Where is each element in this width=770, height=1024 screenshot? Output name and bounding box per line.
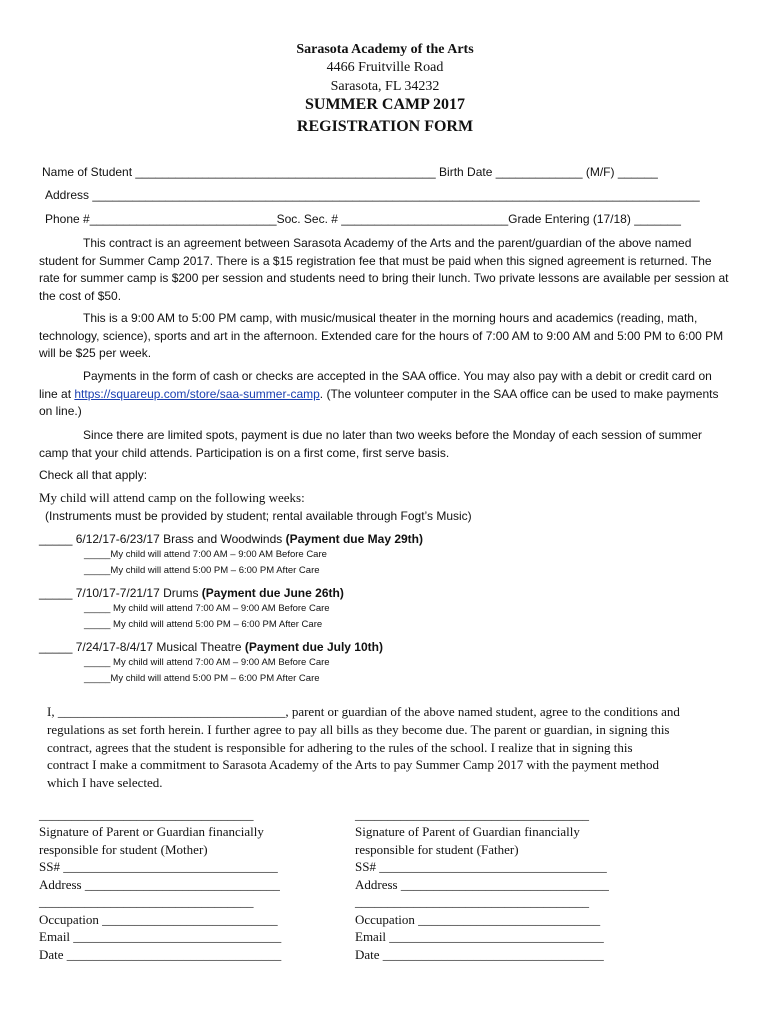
agreement-line-5: which I have selected. <box>47 775 163 790</box>
address-row[interactable]: Address ___________________________________________________________________________________________ <box>45 188 700 202</box>
father-signature-label: Signature of Parent of Guardian financially <box>355 824 580 839</box>
school-name: Sarasota Academy of the Arts <box>296 42 474 57</box>
student-name-row[interactable]: Name of Student _____________________________________________ Birth Date _____________ (M/F) ______ <box>42 165 658 179</box>
mother-date-field[interactable]: Date _________________________________ <box>39 947 282 962</box>
father-address-field[interactable]: Address ________________________________ <box>355 877 609 892</box>
schedule-paragraph: This is a 9:00 AM to 5:00 PM camp, with music/musical theater in the morning hours and academics (reading, math, technology, science), sports and art in the afternoon. Extended care for the hours of 7:00 AM to 9:00 AM and 5:00 PM to 6:00 PM will be $25 per week. <box>39 311 724 361</box>
mother-address-line-2[interactable]: _________________________________ <box>39 894 254 909</box>
session-3-before-care[interactable]: _____ My child will attend 7:00 AM – 9:00 AM Before Care <box>84 657 330 668</box>
mother-address-field[interactable]: Address ______________________________ <box>39 877 280 892</box>
session-1-before-care[interactable]: _____My child will attend 7:00 AM – 9:00 AM Before Care <box>84 549 327 560</box>
check-heading: Check all that apply: <box>39 468 148 482</box>
father-signature-label-2: responsible for student (Father) <box>355 842 519 857</box>
mother-signature-line[interactable]: _________________________________ <box>39 807 254 822</box>
instruments-note: (Instruments must be provided by student; rental available through Fogt’s Music) <box>45 509 472 523</box>
father-occupation-field[interactable]: Occupation ____________________________ <box>355 912 601 927</box>
session-3[interactable]: _____ 7/24/17-8/4/17 Musical Theatre (Payment due July 10th) <box>39 640 383 654</box>
school-city: Sarasota, FL 34232 <box>330 79 440 94</box>
father-email-field[interactable]: Email _________________________________ <box>355 929 604 944</box>
session-3-after-care[interactable]: _____My child will attend 5:00 PM – 6:00 PM After Care <box>84 673 320 684</box>
agreement-line-3: contract, agrees that the student is responsible for adhering to the rules of the school. I realize that in signing this <box>47 740 633 755</box>
form-title-line1: SUMMER CAMP 2017 <box>305 96 465 113</box>
school-street: 4466 Fruitville Road <box>326 60 444 75</box>
mother-email-field[interactable]: Email ________________________________ <box>39 929 282 944</box>
agreement-line-1[interactable]: I, ___________________________________, parent or guardian of the above named student, agree to the conditions and <box>47 704 680 719</box>
contract-paragraph: This contract is an agreement between Sarasota Academy of the Arts and the parent/guardian of the above named student for Summer Camp 2017. There is a $15 registration fee that must be paid when this signed agreement is returned. The rate for summer camp is $200 per session and students need to bring their lunch. Two private lessons are available per session at the cost of $50. <box>39 236 729 303</box>
mother-signature-label: Signature of Parent or Guardian financially <box>39 824 264 839</box>
father-address-line-2[interactable]: ____________________________________ <box>355 894 589 909</box>
deadline-paragraph: Since there are limited spots, payment is due no later than two weeks before the Monday of each session of summer camp that your child attends. Participation is on a first come, first serve basis. <box>39 428 702 460</box>
payment-paragraph: Payments in the form of cash or checks are accepted in the SAA office. You may also pay with a debit or credit card on line at https://squareup.com/store/saa-summer-camp. (The volunteer computer in the SAA office can be used to make payments on line.) <box>39 369 719 419</box>
session-2-before-care[interactable]: _____ My child will attend 7:00 AM – 9:00 AM Before Care <box>84 603 330 614</box>
session-2-after-care[interactable]: _____ My child will attend 5:00 PM – 6:00 PM After Care <box>84 619 323 630</box>
agreement-line-2: regulations as set forth herein. I further agree to pay all bills as they become due. The parent or guardian, in signing this <box>47 722 670 737</box>
mother-ss-field[interactable]: SS# _________________________________ <box>39 859 278 874</box>
session-1[interactable]: _____ 6/12/17-6/23/17 Brass and Woodwinds (Payment due May 29th) <box>39 532 423 546</box>
payment-link[interactable]: https://squareup.com/store/saa-summer-camp <box>74 386 320 401</box>
mother-signature-label-2: responsible for student (Mother) <box>39 842 208 857</box>
mother-occupation-field[interactable]: Occupation ___________________________ <box>39 912 278 927</box>
father-signature-line[interactable]: ____________________________________ <box>355 807 589 822</box>
father-ss-field[interactable]: SS# ___________________________________ <box>355 859 607 874</box>
agreement-line-4: contract I make a commitment to Sarasota Academy of the Arts to pay Summer Camp 2017 with the payment method <box>47 757 659 772</box>
form-title-line2: REGISTRATION FORM <box>296 118 474 135</box>
session-2[interactable]: _____ 7/10/17-7/21/17 Drums (Payment due June 26th) <box>39 586 344 600</box>
session-1-after-care[interactable]: _____My child will attend 5:00 PM – 6:00 PM After Care <box>84 565 320 576</box>
weeks-heading: My child will attend camp on the following weeks: <box>39 490 305 505</box>
phone-row[interactable]: Phone #____________________________Soc. Sec. # _________________________Grade Entering (17/18) _______ <box>45 212 681 226</box>
father-date-field[interactable]: Date __________________________________ <box>355 947 604 962</box>
